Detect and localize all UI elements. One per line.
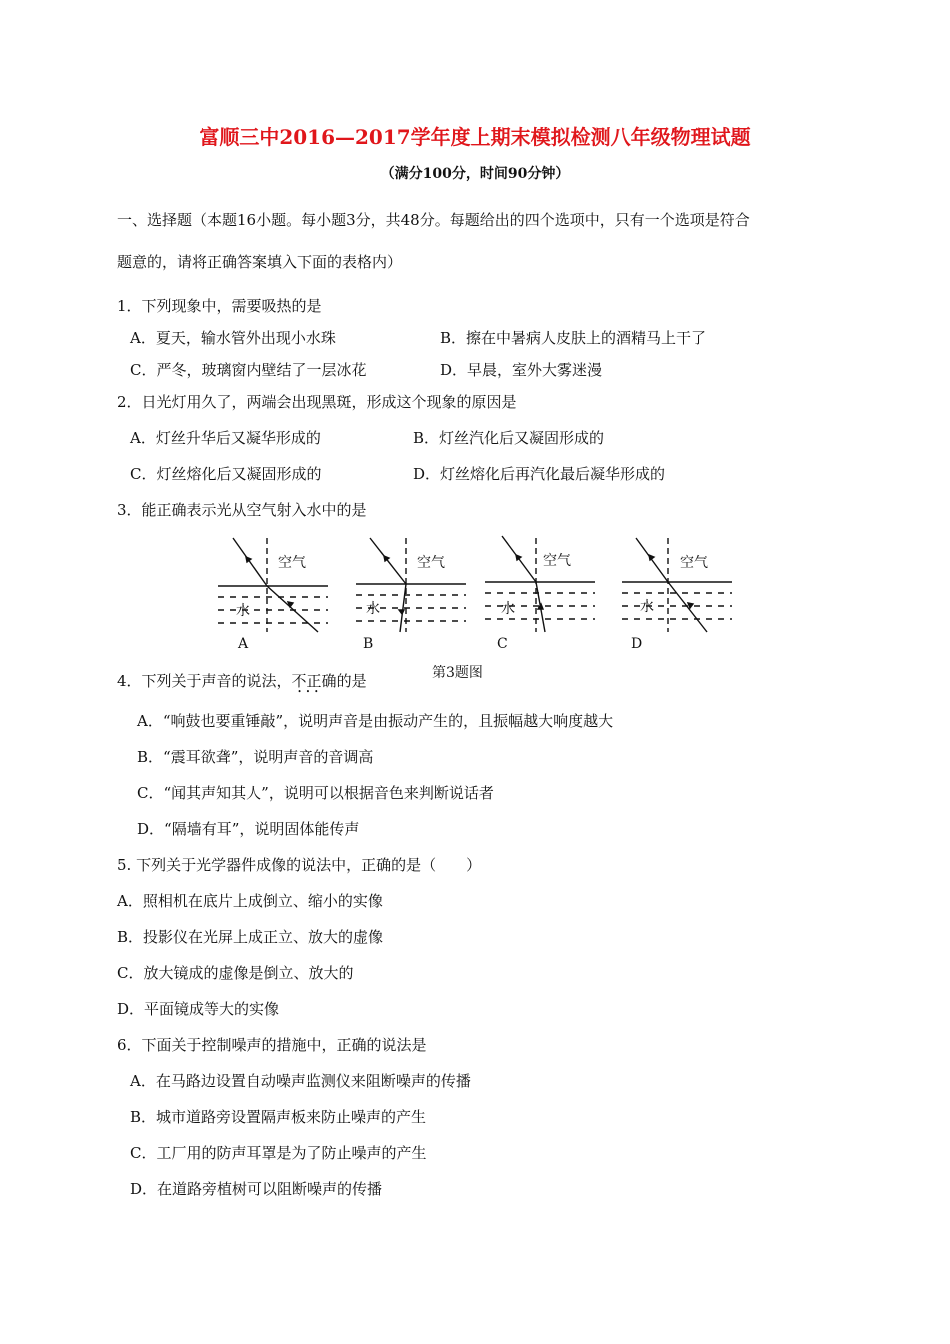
- figure-caption: 第3题图: [432, 665, 483, 681]
- question-2-stem: 2．日光灯用久了，两端会出现黑斑，形成这个现象的原因是: [117, 393, 517, 411]
- question-6-option-b: B．城市道路旁设置隔声板来防止噪声的产生: [130, 1108, 427, 1126]
- question-1-option-d: D．早晨，室外大雾迷漫: [440, 361, 603, 379]
- question-4-stem-suffix: 的是: [336, 672, 367, 690]
- question-1-option-b: B．擦在中暑病人皮肤上的酒精马上干了: [440, 329, 707, 347]
- diagram-a: [218, 538, 328, 632]
- question-4-emphasis: 不正确 • • •: [292, 670, 337, 691]
- water-label-a: 水: [236, 603, 250, 619]
- question-4-option-a: A．“响鼓也要重锤敲”，说明声音是由振动产生的，且振幅越大响度越大: [137, 712, 614, 730]
- section-instructions-line-1: 一、选择题（本题16小题。每小题3分，共48分。每题给出的四个选项中，只有一个选项是符合: [117, 211, 750, 229]
- question-6-option-d: D．在道路旁植树可以阻断噪声的传播: [130, 1180, 383, 1198]
- question-4-option-c: C．“闻其声知其人”，说明可以根据音色来判断说话者: [137, 784, 494, 802]
- question-6-option-a: A．在马路边设置自动噪声监测仪来阻断噪声的传播: [130, 1072, 471, 1090]
- exam-subtitle: （满分100分，时间90分钟）: [380, 166, 570, 182]
- question-2-option-d: D．灯丝熔化后再汽化最后凝华形成的: [413, 465, 666, 483]
- question-5-option-d: D．平面镜成等大的实像: [117, 1000, 280, 1018]
- question-5-option-b: B．投影仪在光屏上成正立、放大的虚像: [117, 928, 384, 946]
- water-label-b: 水: [366, 601, 380, 617]
- question-2-option-c: C．灯丝熔化后又凝固形成的: [130, 465, 322, 483]
- question-1-option-c: C．严冬，玻璃窗内壁结了一层冰花: [130, 361, 367, 379]
- refraction-diagrams: [218, 534, 738, 634]
- panel-label-a: A: [238, 636, 249, 652]
- question-4-stem-prefix: 4．下列关于声音的说法，: [117, 672, 292, 690]
- diagram-d: [622, 538, 732, 632]
- exam-title: 富顺三中2016—2017学年度上期末模拟检测八年级物理试题: [199, 125, 751, 149]
- water-label-c: 水: [501, 601, 515, 617]
- panel-label-d: D: [631, 636, 643, 652]
- question-2-option-b: B．灯丝汽化后又凝固形成的: [413, 429, 605, 447]
- panel-label-b: B: [363, 636, 374, 652]
- air-label-d: 空气: [680, 555, 708, 571]
- question-4-option-b: B．“震耳欲聋”，说明声音的音调高: [137, 748, 374, 766]
- air-label-b: 空气: [417, 555, 445, 571]
- air-label-c: 空气: [543, 553, 571, 569]
- water-label-d: 水: [640, 599, 654, 615]
- question-4-stem: [117, 670, 367, 691]
- question-5-stem: 5. 下列关于光学器件成像的说法中，正确的是（ ）: [117, 856, 482, 874]
- question-2-option-a: A．灯丝升华后又凝华形成的: [130, 429, 321, 447]
- question-6-stem: 6．下面关于控制噪声的措施中，正确的说法是: [117, 1036, 427, 1054]
- question-6-option-c: C．工厂用的防声耳罩是为了防止噪声的产生: [130, 1144, 427, 1162]
- question-5-option-a: A．照相机在底片上成倒立、缩小的实像: [117, 892, 383, 910]
- question-1-stem: 1．下列现象中，需要吸热的是: [117, 297, 322, 315]
- air-label-a: 空气: [278, 555, 306, 571]
- question-1-option-a: A．夏天，输水管外出现小水珠: [130, 329, 336, 347]
- question-5-option-c: C．放大镜成的虚像是倒立、放大的: [117, 964, 354, 982]
- panel-label-c: C: [497, 636, 508, 652]
- question-3-stem: 3．能正确表示光从空气射入水中的是: [117, 501, 367, 519]
- question-4-option-d: D．“隔墙有耳”，说明固体能传声: [137, 820, 360, 838]
- section-instructions-line-2: 题意的，请将正确答案填入下面的表格内）: [117, 253, 403, 271]
